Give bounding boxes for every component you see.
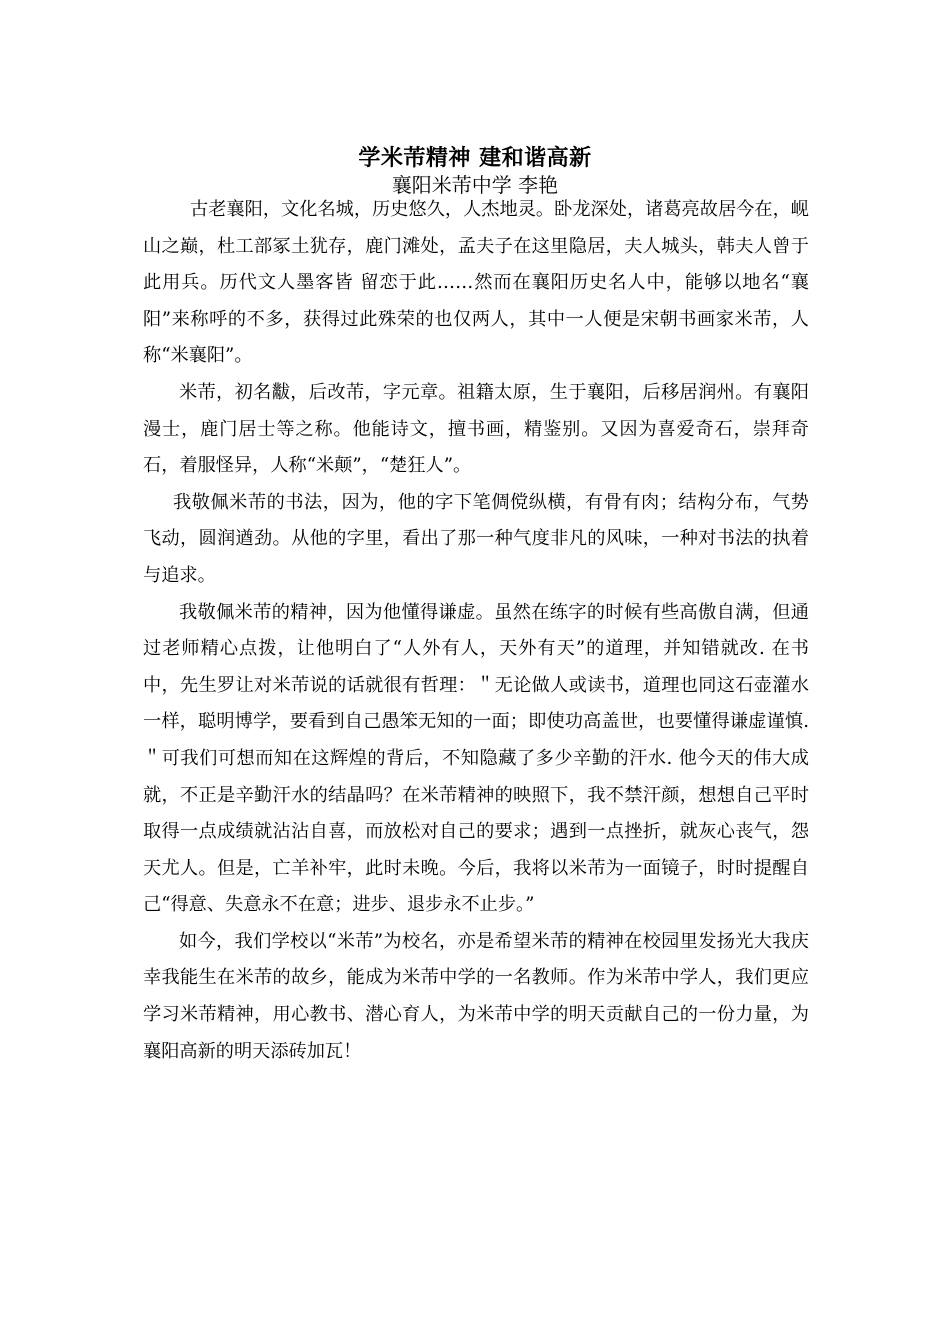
paragraph: 米芾，初名黻，后改芾，字元章。祖籍太原，生于襄阳，后移居润州。有襄阳漫士，鹿门居士等之称。他能诗文，擅书画，精鉴别。又因为喜爱奇石，崇拜奇石，着服怪异，人称“米颠”，“楚狂人”。: [143, 381, 809, 477]
document-title: 学米芾精神 建和谐高新: [358, 146, 592, 171]
author-byline: 襄阳米芾中学 李艳: [391, 173, 559, 197]
paragraph: 我敬佩米芾的精神，因为他懂得谦虚。虽然在练字的时候有些高傲自满，但通过老师精心点拨，让他明白了“人外有人，天外有天”的道理，并知错就改. 在书中，先生罗让对米芾说的话就很有哲理：＂无论做人或读书，道理也同这石壶灌水一样，聪明博学，要看到自己愚笨无知的一面；即使功高盖世，也要懂得谦虚谨慎. ＂可我们可想而知在这辉煌的背后，不知隐藏了多少辛勤的汗水. 他今天的伟大成就，不正是辛勤汗水的结晶吗？在米芾精神的映照下，我不禁汗颜，想想自己平时取得一点成绩就沾沾自喜，而放松对自己的要求；遇到一点挫折，就灰心丧气，怨天尤人。但是，亡羊补牢，此时未晚。今后，我将以米芾为一面镜子，时时提醒自己“得意、失意永不在意；进步、退步永不止步。”: [143, 601, 809, 916]
paragraph: 我敬佩米芾的书法，因为，他的字下笔倜傥纵横，有骨有肉；结构分布，气势飞动，圆润遒劲。从他的字里，看出了那一种气度非凡的风味，一种对书法的执着与追求。: [143, 491, 809, 586]
document-body: [143, 192, 809, 1070]
paragraph: 如今，我们学校以“米芾”为校名，亦是希望米芾的精神在校园里发扬光大我庆幸我能生在米芾的故乡，能成为米芾中学的一名教师。作为米芾中学人，我们更应学习米芾精神，用心教书、潜心育人，为米芾中学的明天贡献自己的一份力量，为襄阳高新的明天添砖加瓦！: [143, 930, 809, 1062]
paragraph: 古老襄阳，文化名城，历史悠久，人杰地灵。卧龙深处，诸葛亮故居今在，岘山之巅，杜工部冢土犹存，鹿门滩处，孟夫子在这里隐居，夫人城头，韩夫人曾于此用兵。历代文人墨客皆 留恋于此……然而在襄阳历史名人中，能够以地名“襄阳”来称呼的不多，获得过此殊荣的也仅两人，其中一人便是宋朝书画家米芾，人称“米襄阳”。: [143, 199, 809, 367]
